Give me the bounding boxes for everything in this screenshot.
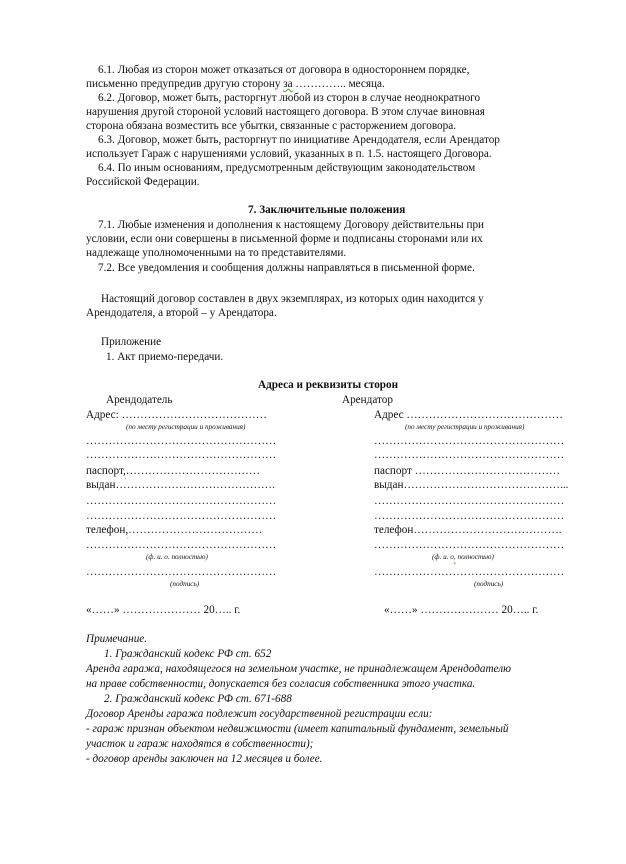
- clause-6-4-line-1: 6.4. По иным основаниям, предусмотренным действующим законодательством: [98, 162, 476, 174]
- clause-6-3-line-1: 6.3. Договор, может быть, расторгнут по инициативе Арендодателя, если Арендатор: [98, 134, 500, 146]
- landlord-line-b: ……………………………………………: [86, 510, 277, 522]
- section-7-title: 7. Заключительные положения: [248, 204, 406, 216]
- note-text-1-line-2: на праве собственности, допускается без согласия собственника этого участка.: [86, 678, 476, 690]
- tenant-sign-hint: (подпись): [474, 580, 504, 588]
- landlord-address-line-2: ……………………………………………: [86, 435, 277, 447]
- tenant-issued: выдан……………………………………...: [374, 479, 569, 491]
- tenant-line-a: ……………………………………………: [374, 495, 565, 507]
- tenant-line-c: ……………………………………………: [374, 539, 565, 551]
- landlord-role: Арендодатель: [106, 394, 173, 406]
- note-item-1: 1. Гражданский кодекс РФ ст. 652: [104, 648, 272, 660]
- clause-7-1-line-1: 7.1. Любые изменения и дополнения к настоящему Договору действительны при: [98, 219, 485, 231]
- clause-6-2-line-3: сторона обязана возместить все убытки, связанные с расторжением договора.: [86, 120, 456, 132]
- tenant-date: «……» ………………… 20….. г.: [384, 604, 539, 616]
- clause-6-2-line-1: 6.2. Договор, может быть, расторгнут любой из сторон в случае неоднократного: [98, 92, 481, 104]
- clause-6-1-line-1: 6.1. Любая из сторон может отказаться от договора в одностороннем порядке,: [98, 64, 470, 76]
- tenant-address-hint: (по месту регистрации и проживания): [405, 423, 525, 431]
- clause-7-1-line-2: условии, если они совершены в письменной форме и подписаны сторонами или их: [86, 233, 483, 245]
- landlord-address: Адрес: …………………………………: [86, 409, 267, 421]
- tenant-address: Адрес ……………………………………: [374, 409, 563, 421]
- note-text-2-line-1: Договор Аренды гаража подлежит государственной регистрации если:: [86, 708, 433, 720]
- tenant-address-line-3: ……………………………………………: [374, 449, 565, 461]
- clause-6-3-line-2: использует Гараж с нарушениями условий, указанных в п. 1.5. настоящего Договора.: [86, 148, 492, 160]
- landlord-line-a: ……………………………………………: [86, 495, 277, 507]
- appendix-title: Приложение: [101, 336, 162, 348]
- spell-mark: ,: [125, 524, 129, 536]
- landlord-phone: телефон,………………………………: [86, 524, 263, 536]
- parties-title: Адреса и реквизиты сторон: [258, 379, 399, 391]
- tenant-role: Арендатор: [342, 394, 393, 406]
- spell-mark: ,: [453, 553, 456, 561]
- landlord-line-c: ……………………………………………: [86, 539, 277, 551]
- note-item-2: 2. Гражданский кодекс РФ ст. 671-688: [104, 693, 292, 705]
- tenant-line-b: ……………………………………………: [374, 510, 565, 522]
- note-text-1-line-1: Аренда гаража, находящегося на земельном участке, не принадлежащем Арендодателю: [86, 663, 512, 675]
- landlord-date: «……» ………………… 20….. г.: [86, 604, 241, 616]
- spell-mark: ,: [123, 465, 126, 477]
- closing-line-2: Арендодателя, а второй – у Арендатора.: [86, 307, 277, 319]
- spell-mark: за: [283, 78, 293, 90]
- landlord-address-line-3: ……………………………………………: [86, 449, 277, 461]
- clause-7-2: 7.2. Все уведомления и сообщения должны направляться в письменной форме.: [98, 262, 475, 274]
- clause-6-4-line-2: Российской Федерации.: [86, 176, 200, 188]
- note-title: Примечание.: [86, 633, 148, 645]
- landlord-issued: выдан…………………………………….: [86, 479, 275, 491]
- landlord-passport: паспорт,………………………………: [86, 465, 261, 477]
- note-text-2-line-3: участок и гараж находятся в собственности);: [86, 738, 314, 750]
- tenant-phone: телефон………………………………….: [374, 524, 562, 536]
- clause-6-1-line-2: письменно предупредив другую сторону за ………….. месяца.: [86, 78, 385, 90]
- tenant-fio-hint: (ф. и. о, полностью): [432, 553, 494, 561]
- clause-6-2-line-2: нарушения другой стороной условий настоящего договора. В этом случае виновная: [86, 106, 485, 118]
- landlord-line-d: ……………………………………………: [86, 566, 277, 578]
- tenant-passport: паспорт …………………………………: [374, 465, 561, 477]
- clause-7-1-line-3: надлежаще уполномоченными на то представителями.: [86, 247, 347, 259]
- note-text-2-line-2: - гараж признан объектом недвижимости (имеет капитальный фундамент, земельный: [86, 723, 509, 735]
- tenant-line-d: ……………………………………………: [374, 566, 565, 578]
- appendix-item-1: 1. Акт приемо-передачи.: [106, 351, 224, 363]
- landlord-fio-hint: (ф. и. о. полностью): [146, 553, 208, 561]
- tenant-address-line-2: ……………………………………………: [374, 435, 565, 447]
- closing-line-1: Настоящий договор составлен в двух экземплярах, из которых один находится у: [101, 293, 484, 305]
- landlord-address-hint: (по месту регистрации и проживания): [126, 423, 246, 431]
- note-text-2-line-4: - договор аренды заключен на 12 месяцев и более.: [86, 753, 323, 765]
- landlord-sign-hint: (подпись): [170, 580, 200, 588]
